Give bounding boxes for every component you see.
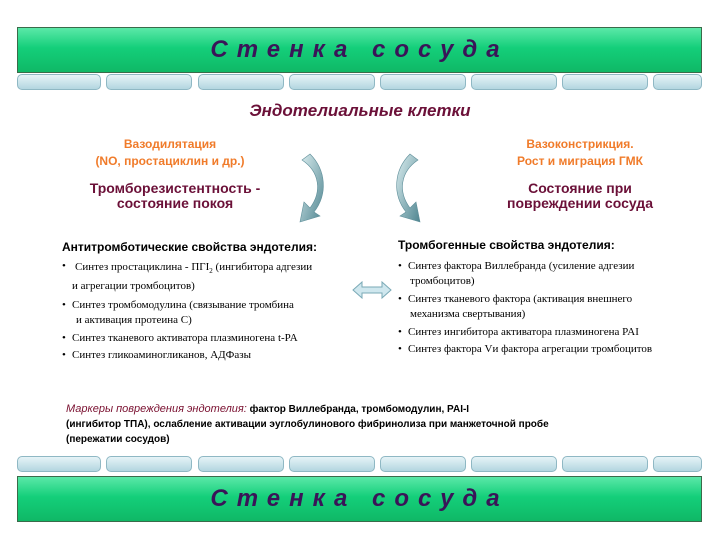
endothelial-cell	[17, 456, 101, 472]
damage-markers-line1: фактор Виллебранда, тромбомодулин, PAI-I	[246, 404, 470, 415]
list-item-continuation: и агрегации тромбоцитов)	[72, 280, 195, 293]
endothelial-cell	[198, 74, 284, 90]
left-vasodilation-line1: Вазодилятация	[123, 137, 217, 151]
list-item-subscript: 2	[209, 267, 213, 276]
right-state	[470, 181, 690, 211]
right-property-list	[398, 259, 710, 358]
list-item-text: Синтез гликоаминогликанов, АДФазы	[72, 349, 251, 362]
left-state	[55, 181, 295, 211]
endothelial-cell	[289, 74, 375, 90]
left-property-list	[62, 259, 367, 364]
endothelial-cell	[471, 74, 557, 90]
list-item-text: Синтез простациклина - ПГI	[75, 261, 210, 273]
right-state-line2: повреждении сосуда	[507, 195, 653, 211]
left-state-line2: состояние покоя	[116, 195, 234, 211]
endothelial-cell	[289, 456, 375, 472]
damage-markers-line3: (пережатии сосудов)	[66, 434, 170, 445]
right-state-line1: Состояние при	[528, 180, 632, 196]
list-item-continuation: и активация протеина С)	[76, 314, 192, 327]
endothelial-cell	[106, 74, 192, 90]
left-vasodilation	[60, 136, 280, 170]
endothelial-cell	[380, 456, 466, 472]
list-item-text: Синтез тканевого активатора плазминогена t-PA	[72, 332, 298, 345]
diagram-title: Эндотелиальные клетки	[249, 101, 471, 120]
list-item	[398, 342, 710, 357]
list-item-continuation: тромбоцитов)	[410, 275, 475, 287]
endothelial-cell	[106, 456, 192, 472]
vessel-wall-bottom-label: Стенка сосуда	[210, 485, 509, 512]
endothelial-cell	[198, 456, 284, 472]
list-item	[62, 331, 367, 346]
vessel-wall-top-label: Стенка сосуда	[210, 36, 509, 63]
endothelial-cell	[380, 74, 466, 90]
endothelial-cell	[17, 74, 101, 90]
list-item	[398, 325, 710, 340]
double-arrow-icon	[352, 281, 392, 299]
endothelium-tiles-top	[17, 74, 702, 90]
endothelial-cell	[562, 74, 648, 90]
list-item	[62, 298, 367, 328]
list-item	[398, 259, 710, 289]
endothelial-cell	[562, 456, 648, 472]
list-item	[398, 292, 710, 322]
right-vasoconstriction-line1: Вазоконстрикция.	[526, 137, 634, 151]
curved-arrows	[280, 150, 440, 230]
vessel-wall-bottom	[17, 476, 702, 522]
left-column-header: Антитромботические свойства эндотелия:	[62, 240, 317, 254]
endothelial-cell	[653, 74, 702, 90]
endothelial-cell	[471, 456, 557, 472]
curved-arrow-right-icon	[397, 154, 420, 222]
damage-markers	[66, 402, 686, 447]
left-vasodilation-line2: (NO, простациклин и др.)	[95, 154, 245, 168]
endothelial-cell	[653, 456, 702, 472]
list-item-text: Синтез тромбомодулина (связывание тромбина	[72, 299, 294, 312]
damage-markers-line2: (ингибитор ТПА), ослабление активации эуглобулинового фибринолиза при манжеточной пробе	[66, 419, 549, 430]
damage-markers-lead: Маркеры повреждения эндотелия:	[66, 403, 247, 415]
list-item-text: Синтез тканевого фактора (активация внешнего	[408, 293, 633, 305]
right-vasoconstriction-line2: Рост и миграция ГМК	[517, 154, 643, 168]
list-item-text: Синтез ингибитора активатора плазминогена PAI	[408, 326, 639, 338]
left-state-line1: Тромборезистентность -	[89, 180, 261, 196]
list-item	[62, 348, 367, 363]
list-item	[62, 259, 367, 294]
list-item-text: Синтез фактора Vи фактора агрегации тромбоцитов	[408, 343, 653, 355]
curved-arrow-left-icon	[300, 154, 323, 222]
right-column-header: Тромбогенные свойства эндотелия:	[398, 238, 615, 252]
vessel-wall-top	[17, 27, 702, 73]
right-vasoconstriction	[480, 136, 680, 170]
list-item-text: (ингибитора адгезии	[212, 261, 313, 273]
list-item-continuation: механизма свертывания)	[410, 308, 526, 320]
endothelium-tiles-bottom	[17, 456, 702, 472]
list-item-text: Синтез фактора Виллебранда (усиление адгезии	[408, 260, 635, 272]
